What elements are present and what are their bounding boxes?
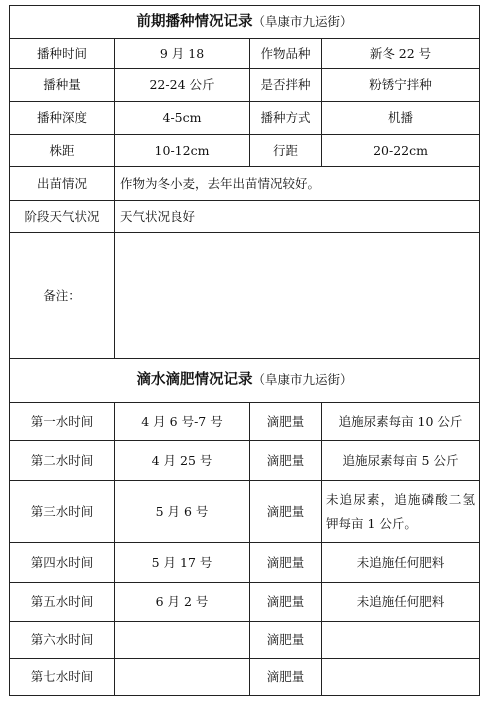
water-row-5 bbox=[10, 583, 480, 622]
depth-label: 播种深度 bbox=[10, 102, 115, 135]
fert-value bbox=[322, 622, 480, 659]
sow-time-row bbox=[10, 39, 480, 69]
fert-value: 未追施任何肥料 bbox=[322, 583, 480, 622]
fert-value bbox=[322, 659, 480, 696]
emergence-row bbox=[10, 167, 480, 201]
variety-label: 作物品种 bbox=[250, 39, 322, 69]
water-date: 4 月 25 号 bbox=[115, 441, 250, 481]
notes-row bbox=[10, 233, 480, 359]
early-title-cell bbox=[10, 6, 480, 39]
water-time-label: 第五水时间 bbox=[10, 583, 115, 622]
fert-label: 滴肥量 bbox=[250, 622, 322, 659]
record-table bbox=[9, 5, 480, 696]
water-date: 5 月 17 号 bbox=[115, 543, 250, 583]
fert-label: 滴肥量 bbox=[250, 583, 322, 622]
water-row-4 bbox=[10, 543, 480, 583]
weather-row bbox=[10, 201, 480, 233]
water-time-label: 第二水时间 bbox=[10, 441, 115, 481]
water-row-3 bbox=[10, 481, 480, 543]
fert-label: 滴肥量 bbox=[250, 481, 322, 543]
water-row-1 bbox=[10, 403, 480, 441]
plant-spacing-value: 10-12cm bbox=[115, 135, 250, 167]
water-date: 4 月 6 号-7 号 bbox=[115, 403, 250, 441]
drip-title-cell bbox=[10, 359, 480, 403]
water-date: 6 月 2 号 bbox=[115, 583, 250, 622]
fert-value: 追施尿素每亩 10 公斤 bbox=[322, 403, 480, 441]
fert-value: 未追施任何肥料 bbox=[322, 543, 480, 583]
drip-subtitle: （阜康市九运街） bbox=[252, 372, 353, 388]
weather-value: 天气状况良好 bbox=[115, 201, 480, 233]
amount-label: 播种量 bbox=[10, 69, 115, 102]
row-spacing-label: 行距 bbox=[250, 135, 322, 167]
early-title-row bbox=[10, 6, 480, 39]
fert-value: 未追尿素，追施磷酸二氢钾每亩 1 公斤。 bbox=[322, 481, 480, 543]
amount-value: 22-24 公斤 bbox=[115, 69, 250, 102]
emergence-value: 作物为冬小麦，去年出苗情况较好。 bbox=[115, 167, 480, 201]
amount-row bbox=[10, 69, 480, 102]
early-title: 前期播种情况记录 bbox=[136, 12, 253, 30]
water-date bbox=[115, 659, 250, 696]
notes-label: 备注： bbox=[10, 233, 115, 359]
record-sheet bbox=[9, 5, 479, 696]
water-row-7 bbox=[10, 659, 480, 696]
fert-label: 滴肥量 bbox=[250, 441, 322, 481]
fert-label: 滴肥量 bbox=[250, 543, 322, 583]
weather-label: 阶段天气状况 bbox=[10, 201, 115, 233]
sow-time-label: 播种时间 bbox=[10, 39, 115, 69]
method-value: 机播 bbox=[322, 102, 480, 135]
plant-spacing-label: 株距 bbox=[10, 135, 115, 167]
water-time-label: 第七水时间 bbox=[10, 659, 115, 696]
water-row-6 bbox=[10, 622, 480, 659]
notes-value bbox=[115, 233, 480, 359]
fert-value: 追施尿素每亩 5 公斤 bbox=[322, 441, 480, 481]
early-subtitle: （阜康市九运街） bbox=[252, 13, 353, 29]
water-time-label: 第三水时间 bbox=[10, 481, 115, 543]
fert-label: 滴肥量 bbox=[250, 403, 322, 441]
emergence-label: 出苗情况 bbox=[10, 167, 115, 201]
mix-value: 粉锈宁拌种 bbox=[322, 69, 480, 102]
depth-value: 4-5cm bbox=[115, 102, 250, 135]
water-date bbox=[115, 622, 250, 659]
spacing-row bbox=[10, 135, 480, 167]
depth-row bbox=[10, 102, 480, 135]
water-row-2 bbox=[10, 441, 480, 481]
water-date: 5 月 6 号 bbox=[115, 481, 250, 543]
row-spacing-value: 20-22cm bbox=[322, 135, 480, 167]
sow-time-value: 9 月 18 bbox=[115, 39, 250, 69]
variety-value: 新冬 22 号 bbox=[322, 39, 480, 69]
drip-title-row bbox=[10, 359, 480, 403]
drip-title: 滴水滴肥情况记录 bbox=[136, 371, 253, 389]
water-time-label: 第四水时间 bbox=[10, 543, 115, 583]
water-time-label: 第六水时间 bbox=[10, 622, 115, 659]
method-label: 播种方式 bbox=[250, 102, 322, 135]
fert-label: 滴肥量 bbox=[250, 659, 322, 696]
water-time-label: 第一水时间 bbox=[10, 403, 115, 441]
mix-label: 是否拌种 bbox=[250, 69, 322, 102]
